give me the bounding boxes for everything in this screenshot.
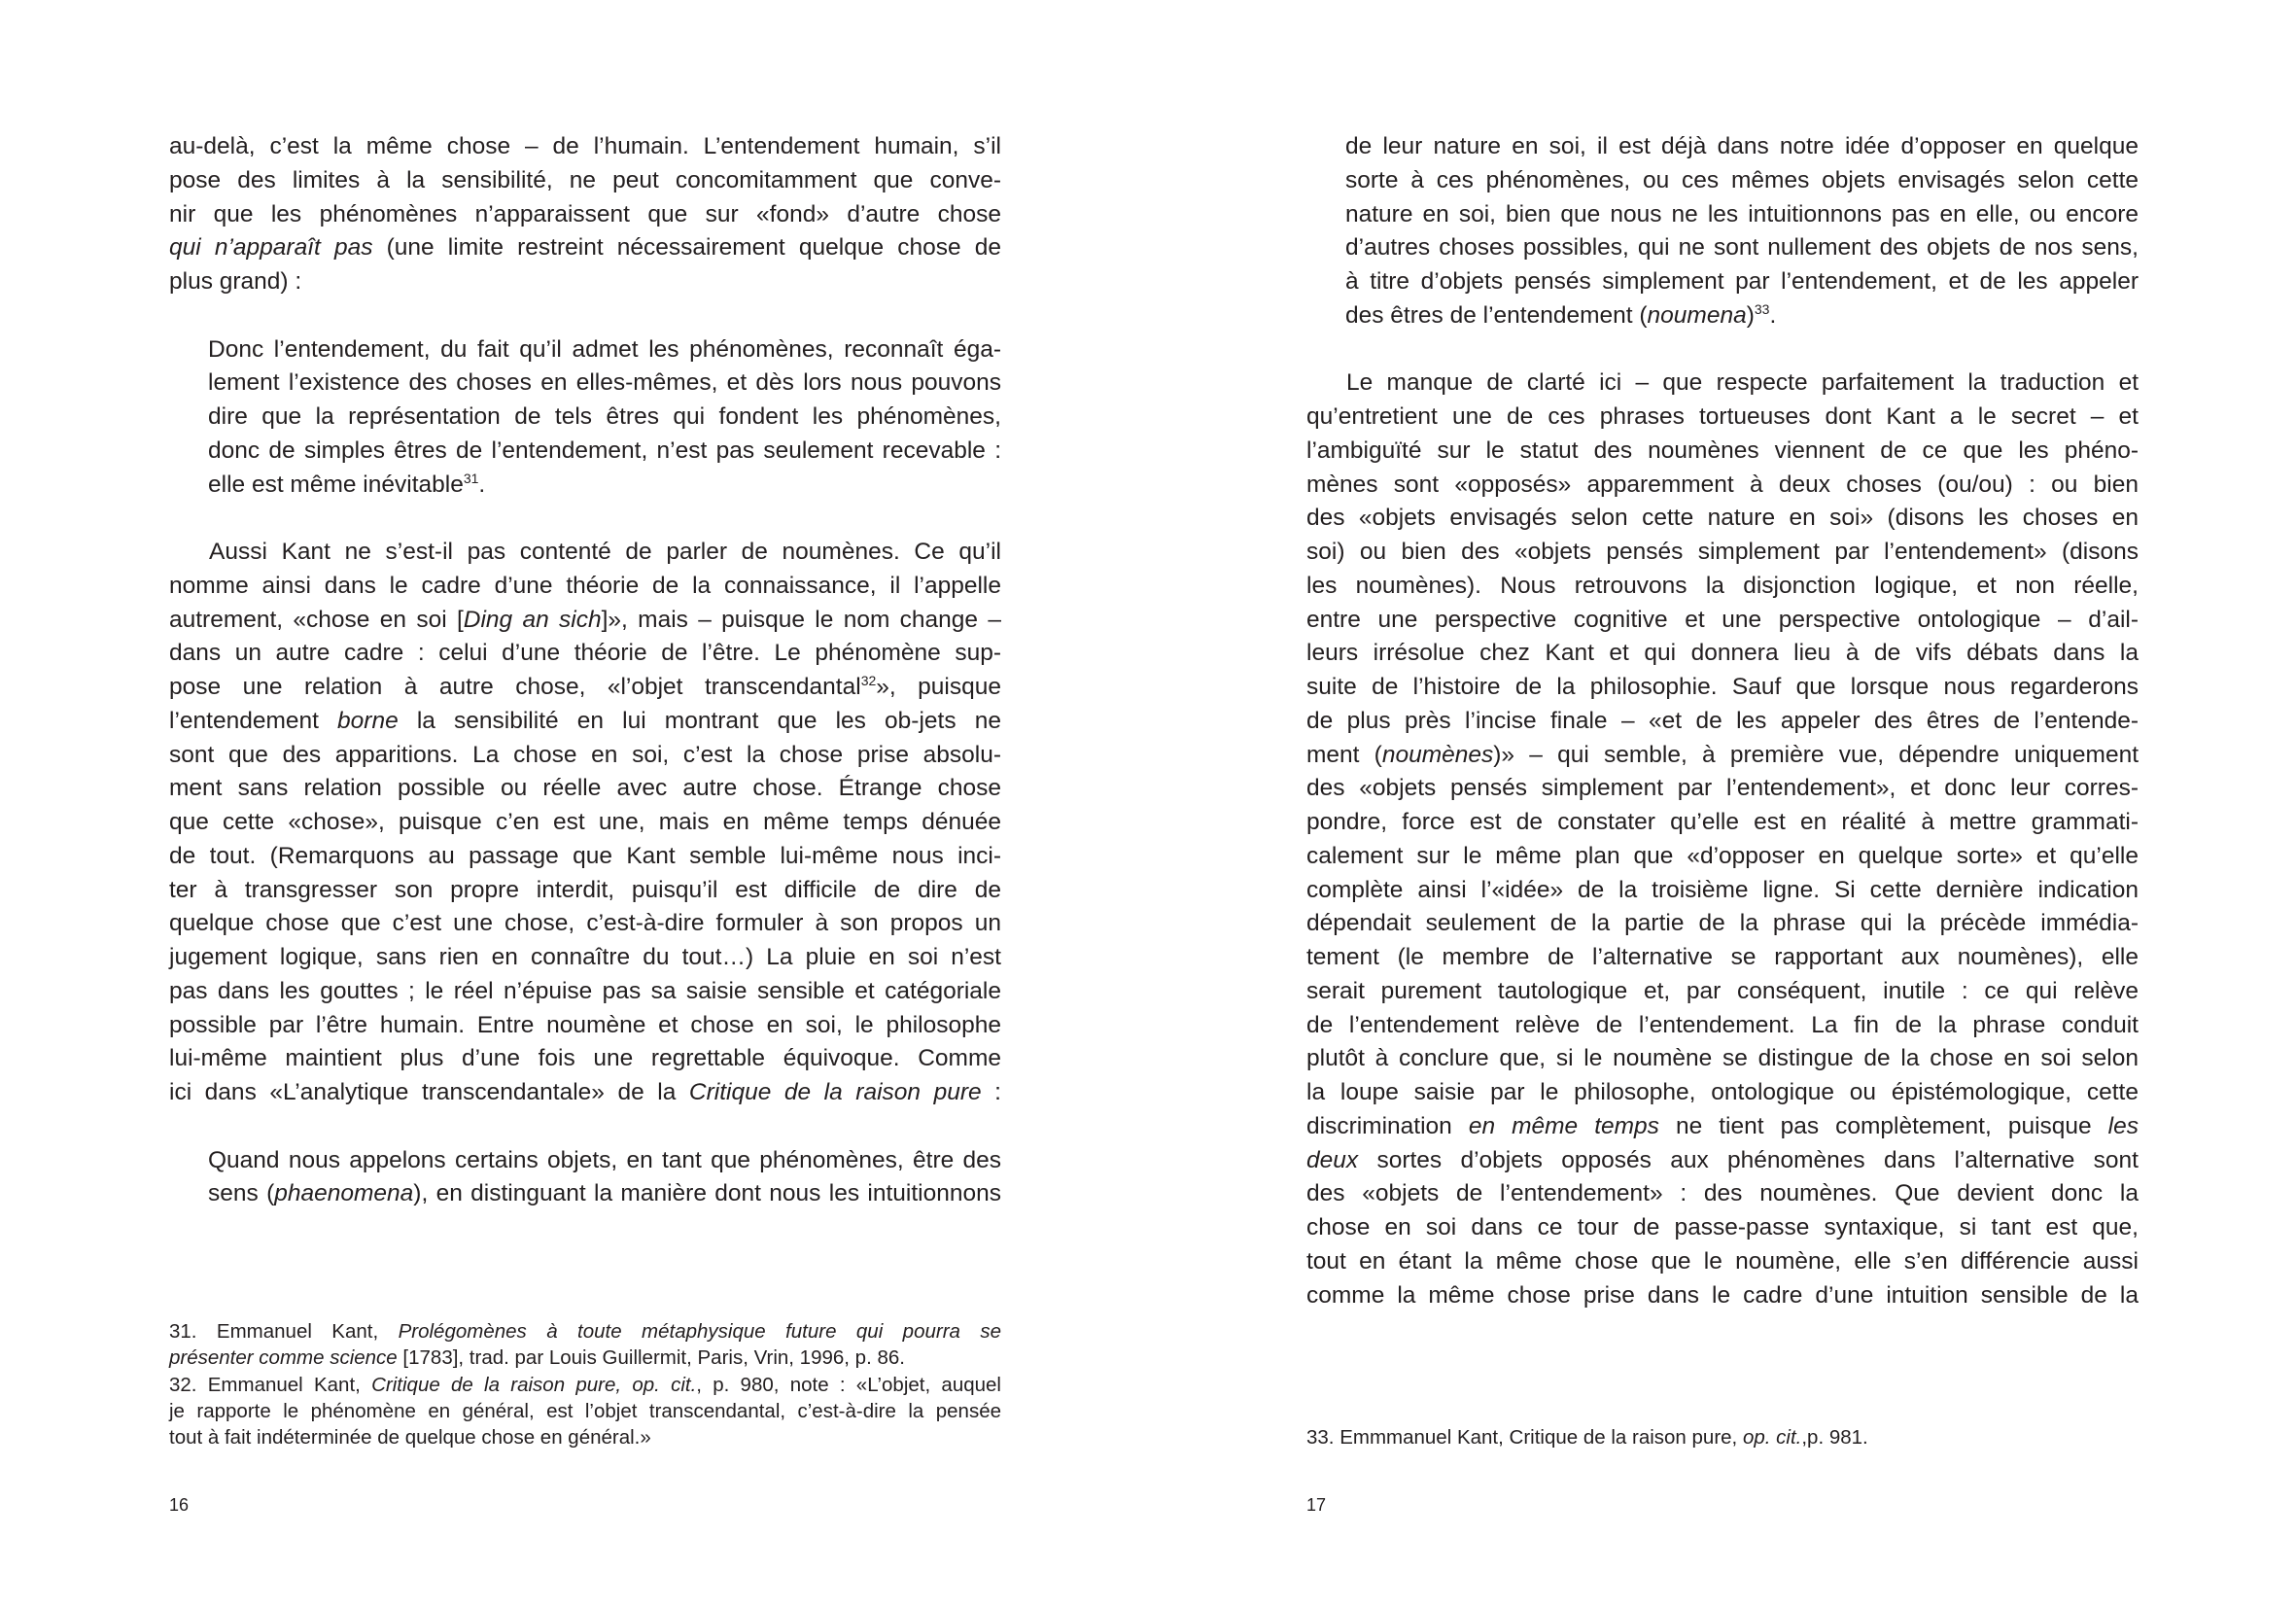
text-segment: donc de simples êtres de l’entendement, n’est pas seulement recevable : <box>208 437 1001 464</box>
text-segment: sorte à ces phénomènes, ou ces mêmes objets envisagés selon cette <box>1345 166 2139 193</box>
paragraph <box>1306 367 2139 1312</box>
italic-text: Critique de la raison pure <box>688 1079 982 1105</box>
text-line <box>1306 671 2139 705</box>
text-segment: je rapporte le phénomène en général, est l’objet transcendantal, c’est-à-dire la pensée <box>169 1399 1001 1422</box>
text-line <box>169 1009 1001 1043</box>
text-line <box>1306 806 2139 840</box>
page-number-right: 17 <box>1306 1495 1327 1515</box>
italic-text: op. cit. <box>1742 1426 1802 1449</box>
text-line <box>1306 772 2139 806</box>
text-line <box>1306 1076 2139 1110</box>
text-segment: ,p. 981. <box>1801 1426 1868 1449</box>
text-segment: sens ( <box>208 1180 275 1207</box>
text-line <box>1306 1279 2139 1313</box>
text-line <box>208 1144 1001 1178</box>
text-line <box>169 1398 1001 1424</box>
footnote-reference: 32 <box>860 672 877 688</box>
text-line <box>169 975 1001 1009</box>
text-segment: pose une relation à autre chose, «l’objet transcendantal <box>169 674 861 700</box>
text-segment: la loupe saisie par le philosophe, ontologique ou épistémologique, cette <box>1306 1079 2139 1105</box>
text-segment: autrement, «chose en soi [ <box>169 606 464 633</box>
text-line <box>169 1424 1001 1450</box>
text-segment: de plus près l’incise finale – «et de les appeler des êtres de l’entende- <box>1306 707 2139 734</box>
text-line <box>169 231 1001 265</box>
text-segment: 31. Emmanuel Kant, <box>169 1320 399 1343</box>
text-segment: tout en étant la même chose que le noumène, elle s’en différencie aussi <box>1306 1247 2139 1275</box>
block-quote <box>208 1144 1001 1212</box>
text-line <box>1306 1177 2139 1211</box>
footnote-reference: 33 <box>1754 300 1770 317</box>
text-segment: lui-même maintient plus d’une fois une regrettable équivoque. Comme <box>169 1045 1001 1072</box>
text-segment: ter à transgresser son propre interdit, puisqu’il est difficile de dire de <box>169 876 1001 903</box>
text-segment: l’entendement <box>169 707 338 734</box>
text-line <box>169 1076 1001 1110</box>
text-segment: )» – qui semble, à première vue, dépendre uniquement <box>1493 741 2139 768</box>
text-segment: les noumènes). Nous retrouvons la disjonction logique, et non réelle, <box>1306 572 2139 599</box>
text-segment: des «objets pensés simplement par l’entendement», et donc leur corres- <box>1306 775 2139 802</box>
text-segment: Le manque de clarté ici – que respecte parfaitement la traduction et <box>1346 369 2139 397</box>
text-segment: comme la même chose prise dans le cadre d’une intuition sensible de la <box>1306 1281 2139 1309</box>
text-segment: [1783], trad. par Louis Guillermit, Paris, Vrin, 1996, p. 86. <box>397 1346 905 1370</box>
text-segment: de leur nature en soi, il est déjà dans notre idée d’opposer en quelque <box>1345 133 2139 159</box>
text-line <box>169 1318 1001 1345</box>
italic-text: Prolégomènes à toute métaphysique future qui pourra se <box>398 1320 1001 1343</box>
text-line <box>1306 1424 2139 1450</box>
text-segment: que cette «chose», puisque c’en est une, mais en même temps dénuée <box>169 809 1001 835</box>
italic-text: les <box>2107 1112 2139 1139</box>
text-segment: 33. Emmmanuel Kant, Critique de la raison pure, <box>1306 1426 1743 1449</box>
text-segment: ) <box>1746 301 1755 329</box>
text-segment: l’ambiguïté sur le statut des noumènes viennent de ce que les phéno- <box>1306 437 2139 464</box>
text-segment: des «objets de l’entendement» : des noumènes. Que devient donc la <box>1306 1180 2139 1207</box>
text-segment: ment ( <box>1306 741 1382 768</box>
text-line <box>169 637 1001 671</box>
text-segment: à titre d’objets pensés simplement par l’entendement, et de les appeler <box>1345 268 2139 295</box>
block-quote <box>208 333 1001 503</box>
text-line <box>1306 469 2139 503</box>
text-segment: elle est même inévitable <box>208 471 464 498</box>
text-segment: Aussi Kant ne s’est-il pas contenté de parler de noumènes. Ce qu’il <box>209 539 1001 565</box>
text-segment: ]», mais – puisque le nom change – <box>601 606 1001 633</box>
text-segment: nomme ainsi dans le cadre d’une théorie de la connaissance, il l’appelle <box>169 572 1001 599</box>
text-segment: , p. 980, note : «L’objet, auquel <box>696 1373 1001 1396</box>
text-line <box>169 739 1001 773</box>
text-segment: ici dans «L’analytique transcendantale» de la <box>169 1079 689 1105</box>
text-segment: ne tient pas complètement, puisque <box>1658 1112 2108 1139</box>
text-line <box>1306 604 2139 638</box>
left-page-body <box>169 130 1001 1245</box>
block-quote <box>1345 130 2139 333</box>
text-line <box>169 806 1001 840</box>
text-line <box>169 907 1001 941</box>
text-line <box>1345 265 2139 299</box>
text-segment: pondre, force est de constater qu’elle est en réalité à mettre grammati- <box>1306 809 2139 835</box>
italic-text: noumènes <box>1381 741 1494 768</box>
text-line <box>1306 840 2139 874</box>
text-segment: (une limite restreint nécessairement quelque chose de <box>372 234 1001 262</box>
text-segment: : <box>981 1079 1001 1105</box>
text-line <box>1306 907 2139 941</box>
text-segment: de l’entendement relève de l’entendement. La fin de la phrase conduit <box>1306 1011 2139 1038</box>
text-segment: mènes sont «opposés» apparemment à deux choses (ou/ou) : ou bien <box>1306 471 2139 498</box>
text-segment: jugement logique, sans rien en connaître du tout…) La pluie en soi n’est <box>169 944 1001 970</box>
left-footnotes <box>169 1318 1001 1450</box>
text-line <box>169 1345 1001 1371</box>
text-line <box>1306 874 2139 908</box>
text-line <box>1306 975 2139 1009</box>
text-line <box>169 840 1001 874</box>
text-line <box>1306 435 2139 469</box>
text-line <box>1306 502 2139 536</box>
right-footnotes <box>1306 1424 2139 1450</box>
text-segment: dire que la représentation de tels êtres qui fondent les phénomènes, <box>208 403 1001 430</box>
footnote-reference: 31 <box>463 470 479 486</box>
text-segment: la sensibilité en lui montrant que les ob-jets ne <box>398 707 1001 734</box>
text-line <box>208 367 1001 401</box>
text-line <box>1306 1245 2139 1279</box>
text-line <box>1306 941 2139 975</box>
text-line <box>169 164 1001 198</box>
right-page-body <box>1306 130 2139 1346</box>
text-line <box>208 401 1001 435</box>
text-line <box>1306 570 2139 604</box>
text-segment: qu’entretient une de ces phrases tortueuses dont Kant a le secret – et <box>1306 403 2139 430</box>
text-segment: pose des limites à la sensibilité, ne peut concomitamment que conve- <box>169 166 1001 193</box>
text-segment: soi) ou bien des «objets pensés simplement par l’entendement» (disons <box>1306 539 2139 565</box>
text-segment: serait purement tautologique et, par conséquent, inutile : ce qui relève <box>1306 977 2139 1004</box>
text-segment: d’autres choses possibles, qui ne sont nullement des objets de nos sens, <box>1345 234 2139 262</box>
text-line <box>169 130 1001 164</box>
text-line <box>1306 705 2139 739</box>
text-segment: plus grand) : <box>169 268 302 295</box>
text-line <box>169 570 1001 604</box>
text-segment: sont que des apparitions. La chose en soi, c’est la chose prise absolu- <box>169 741 1001 768</box>
text-line <box>169 536 1001 570</box>
text-line <box>1345 198 2139 232</box>
text-segment: dans un autre cadre : celui d’une théorie de l’être. Le phénomène sup- <box>169 640 1001 667</box>
italic-text: phaenomena <box>274 1180 414 1207</box>
text-segment: Donc l’entendement, du fait qu’il admet les phénomènes, reconnaît éga- <box>208 335 1001 363</box>
text-line <box>169 265 1001 299</box>
text-segment: dépendait seulement de la partie de la phrase qui la précède immédia- <box>1306 910 2139 937</box>
text-segment: des êtres de l’entendement ( <box>1345 301 1648 329</box>
text-line <box>169 1372 1001 1398</box>
text-line <box>1306 401 2139 435</box>
text-line <box>1306 1042 2139 1076</box>
text-segment: plutôt à conclure que, si le noumène se distingue de la chose en soi selon <box>1306 1045 2139 1072</box>
text-segment: 32. Emmanuel Kant, <box>169 1373 372 1396</box>
text-segment: tout à fait indéterminée de quelque chose en général.» <box>169 1426 651 1450</box>
text-segment: sortes d’objets opposés aux phénomènes dans l’alternative sont <box>1358 1146 2139 1173</box>
text-line <box>1306 1110 2139 1144</box>
text-line <box>1345 130 2139 164</box>
text-segment: tement (le membre de l’alternative se rapportant aux noumènes), elle <box>1306 944 2139 970</box>
text-segment: possible par l’être humain. Entre noumène et chose en soi, le philosophe <box>169 1011 1001 1038</box>
text-line <box>1306 1211 2139 1245</box>
text-line <box>1345 231 2139 265</box>
italic-text: noumena <box>1647 301 1747 329</box>
text-line <box>1306 1144 2139 1178</box>
text-segment: nature en soi, bien que nous ne les intuitionnons pas en elle, ou encore <box>1345 200 2139 227</box>
text-line <box>169 671 1001 705</box>
text-line <box>1306 637 2139 671</box>
text-line <box>1306 739 2139 773</box>
text-segment: de tout. (Remarquons au passage que Kant semble lui-même nous inci- <box>169 842 1001 869</box>
text-segment: ), en distinguant la manière dont nous les intuitionnons <box>413 1180 1001 1207</box>
text-segment: complète ainsi l’«idée» de la troisième ligne. Si cette dernière indication <box>1306 876 2139 903</box>
text-segment: discrimination <box>1306 1112 1469 1139</box>
text-line <box>169 705 1001 739</box>
text-segment: . <box>478 471 486 498</box>
text-line <box>208 333 1001 367</box>
text-line <box>169 874 1001 908</box>
text-line <box>169 604 1001 638</box>
text-segment: des «objets envisagés selon cette nature en soi» (disons les choses en <box>1306 505 2139 532</box>
text-line <box>1345 299 2139 333</box>
italic-text: Critique de la raison pure, op. cit. <box>371 1373 697 1396</box>
text-segment: ment sans relation possible ou réelle avec autre chose. Étrange chose <box>169 775 1001 802</box>
text-segment: suite de l’histoire de la philosophie. Sauf que lorsque nous regarderons <box>1306 674 2139 700</box>
text-line <box>169 1042 1001 1076</box>
text-line <box>1306 1009 2139 1043</box>
text-line <box>208 1177 1001 1211</box>
page-number-left: 16 <box>169 1495 190 1515</box>
text-line <box>169 941 1001 975</box>
text-segment: calement sur le même plan que «d’opposer en quelque sorte» et qu’elle <box>1306 842 2139 869</box>
text-line <box>208 435 1001 469</box>
text-line <box>1306 536 2139 570</box>
paragraph <box>169 536 1001 1110</box>
italic-text: deux <box>1306 1146 1359 1173</box>
italic-text: borne <box>337 707 399 734</box>
text-segment: entre une perspective cognitive et une perspective ontologique – d’ail- <box>1306 606 2139 633</box>
text-segment: nir que les phénomènes n’apparaissent que sur «fond» d’autre chose <box>169 200 1001 227</box>
text-segment: lement l’existence des choses en elles-mêmes, et dès lors nous pouvons <box>208 369 1001 397</box>
text-segment: chose en soi dans ce tour de passe-passe syntaxique, si tant est que, <box>1306 1214 2139 1240</box>
italic-text: présenter comme science <box>169 1346 398 1370</box>
text-segment: Quand nous appelons certains objets, en tant que phénomènes, être des <box>208 1146 1001 1173</box>
italic-text: en même temps <box>1468 1112 1659 1139</box>
text-segment: . <box>1769 301 1777 329</box>
text-segment: leurs irrésolue chez Kant et qui donnera lieu à de vifs débats dans la <box>1306 640 2139 667</box>
italic-text: Ding an sich <box>463 606 602 633</box>
text-line <box>169 772 1001 806</box>
text-segment: pas dans les gouttes ; le réel n’épuise pas sa saisie sensible et catégoriale <box>169 977 1001 1004</box>
italic-text: qui n’apparaît pas <box>169 234 373 262</box>
paragraph <box>169 130 1001 299</box>
text-line <box>1306 367 2139 401</box>
text-segment: quelque chose que c’est une chose, c’est-à-dire formuler à son propos un <box>169 910 1001 937</box>
text-line <box>169 198 1001 232</box>
text-line <box>1345 164 2139 198</box>
text-segment: au-delà, c’est la même chose – de l’humain. L’entendement humain, s’il <box>169 133 1001 159</box>
text-segment: », puisque <box>876 674 1001 700</box>
text-line <box>208 469 1001 503</box>
